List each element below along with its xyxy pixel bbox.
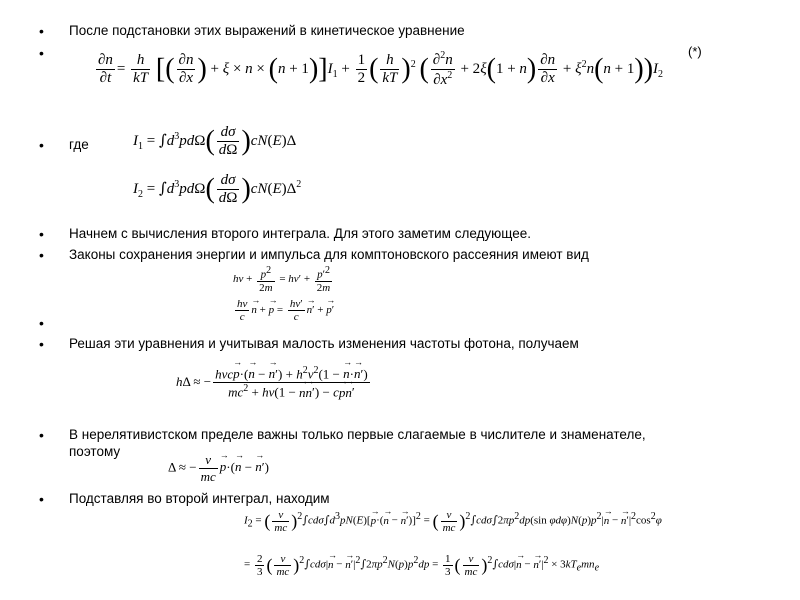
text-line-1: После подстановки этих выражений в кинетическое уравнение (69, 23, 465, 38)
text-line-where: где (69, 137, 89, 152)
bullet: • (39, 137, 44, 153)
equation-I2: $I_2 = \int d^3pd\Omega$( $\frac{d\sigma}{d\Omega}$ )$cN(E)\Delta^2$ (133, 172, 302, 206)
text-line-4: Законы сохранения энергии и импульса для комптоновского рассеяния имеют вид (69, 247, 589, 262)
kinetic-equation: $\frac{\partial n}{\partial t}$ = $\frac{h}{kT}$ [( $\frac{\partial n}{\partial x}$ ) + $\xi \times n \times (n + 1)]I_1$ + $\frac{1}{2}$ ( $\frac{h}{kT}$ )$^2$ ( $\frac{\partial^2n}{\partial x^2}$ + 2ξ(1 + n) $\frac{\partial n}{\partial x}$ + $\xi^2n(n + 1))I_2$ (98, 50, 664, 88)
bullet: • (39, 491, 44, 507)
equation-I2-evaluation-1: $I_2$ = ( $\frac{\nu}{mc}$ )$^2\int cd\sigma\int d^3pN(E)[\to p\cdot(\to n$ − → n′)]$^2$ = ( $\frac{\nu}{mc}$ )$^2\int cd\sigma\int 2\pi p^2dp(\sin$ $\varphi d\varphi)N(p)p^2|\to n$ − → $n'|^2\cos^2\varphi$ (244, 507, 662, 535)
text-line-7: поэтому (69, 444, 121, 459)
bullet: • (39, 336, 44, 352)
bullet: • (39, 226, 44, 242)
bullet: • (39, 45, 44, 61)
text-line-5: Решая эти уравнения и учитывая малость изменения частоты фотона, получаем (69, 336, 579, 351)
equation-tag: (*) (688, 44, 702, 59)
bullet: • (39, 247, 44, 263)
text-line-6: В нерелятивистском пределе важны только первые слагаемые в числителе и знаменателе, (69, 427, 646, 442)
delta-approximation: Δ ≈ − $\frac{\nu}{mc}$ → p·(→ n − → n′) (168, 452, 269, 485)
text-line-3: Начнем с вычисления второго интеграла. Для этого заметим следующее. (69, 226, 532, 241)
bullet: • (39, 23, 44, 39)
equation-I2-evaluation-2: = $\frac{2}{3}$ ( $\frac{\nu}{mc}$ )$^2$∫cdσ|→ n − → $n'|^2\int 2\pi p^2N(p)p^2dp$ = $\frac{1}{3}$ ( $\frac{\nu}{mc}$ )$^2$∫cdσ|→ n − → $n'|^2 \times 3kT_emn_e$ (244, 551, 599, 579)
text-line-8: Подставляя во второй интеграл, находим (69, 491, 330, 506)
bullet: • (39, 315, 44, 331)
energy-conservation-equation: hν + $\frac{p^2}{2m}$ = hν′ + $\frac{p'^2}{2m}$ (233, 265, 331, 294)
equation-I1: $I_1 = \int d^3pd\Omega$( $\frac{d\sigma}{d\Omega}$ )cN(E)Δ (133, 124, 297, 158)
h-delta-approximation: hΔ ≈ − $\frac{h\nu c\to p\cdot(\to n - \to n') + h^2\nu^2(1 - \to n\cdot\to n')}{mc^2 + h\nu(1 - \to n\to n') - c\to p\to n'}$ (176, 365, 372, 401)
bullet: • (39, 427, 44, 443)
momentum-conservation-equation: $\frac{h\nu}{c}$ → n + → p = $\frac{h\nu'}{c}$ → n′ + → p′ (233, 298, 334, 323)
